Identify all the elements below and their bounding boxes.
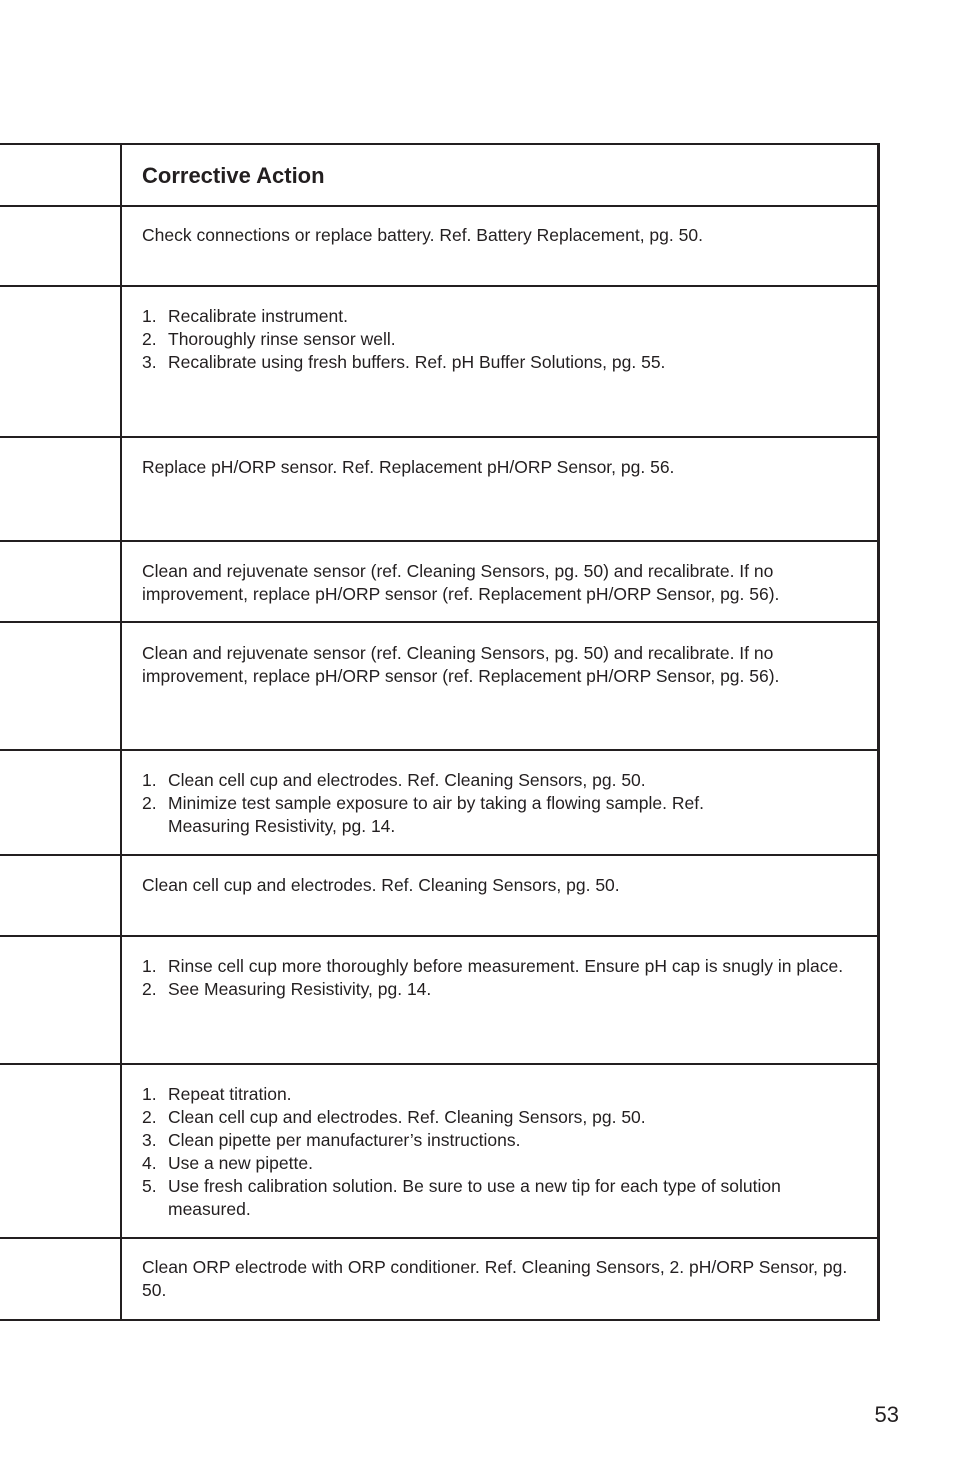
step-item: 1. Repeat titration. [142, 1084, 292, 1104]
corrective-action-text: Clean and rejuvenate sensor (ref. Cleaning Sensors, pg. 50) and recalibrate. If no improvement, replace pH/ORP sensor (ref. Replacement pH/ORP Sensor, pg. 56). [142, 643, 780, 686]
step-item: 2. Minimize test sample exposure to air by taking a flowing sample. Ref. Measuring Resistivity, pg. 14. [142, 793, 704, 836]
table-header-row [0, 143, 880, 207]
step-item: 4. Use a new pipette. [142, 1153, 313, 1173]
step-item: 3. Clean pipette per manufacturer’s instructions. [142, 1130, 521, 1150]
corrective-action-table [0, 143, 880, 1321]
corrective-action-steps [142, 305, 864, 374]
left-column-cell [0, 937, 122, 1063]
corrective-action-steps [142, 769, 864, 838]
step-item: 1. Clean cell cup and electrodes. Ref. Cleaning Sensors, pg. 50. [142, 770, 646, 790]
table-row [0, 207, 880, 287]
left-column-cell [0, 438, 122, 540]
table-row [0, 856, 880, 937]
left-column-cell [0, 207, 122, 285]
left-column-cell [0, 751, 122, 854]
corrective-action-text: Check connections or replace battery. Ref. Battery Replacement, pg. 50. [142, 225, 703, 245]
step-item: 2. See Measuring Resistivity, pg. 14. [142, 979, 432, 999]
table-row [0, 1239, 880, 1321]
corrective-action-text: Clean and rejuvenate sensor (ref. Cleaning Sensors, pg. 50) and recalibrate. If no improvement, replace pH/ORP sensor (ref. Replacement pH/ORP Sensor, pg. 56). [142, 561, 780, 604]
left-column-cell [0, 542, 122, 621]
step-item: 5. Use fresh calibration solution. Be sure to use a new tip for each type of solution measured. [142, 1176, 781, 1219]
left-column-cell [0, 623, 122, 749]
left-column-cell [0, 1065, 122, 1237]
left-column-cell [0, 145, 122, 205]
corrective-action-steps [142, 1083, 864, 1221]
left-column-cell [0, 1239, 122, 1319]
column-header-corrective-action: Corrective Action [142, 163, 325, 188]
step-item: 1. Rinse cell cup more thoroughly before measurement. Ensure pH cap is snugly in place. [142, 956, 844, 976]
step-item: 3. Recalibrate using fresh buffers. Ref. pH Buffer Solutions, pg. 55. [142, 352, 666, 372]
corrective-action-text: Replace pH/ORP sensor. Ref. Replacement pH/ORP Sensor, pg. 56. [142, 457, 675, 477]
page-number: 53 [874, 1402, 899, 1427]
table-row [0, 287, 880, 438]
corrective-action-text: Clean ORP electrode with ORP conditioner. Ref. Cleaning Sensors, 2. pH/ORP Sensor, pg. 50. [142, 1257, 848, 1300]
table-row [0, 438, 880, 542]
table-row [0, 623, 880, 751]
corrective-action-steps [142, 955, 864, 1001]
step-item: 1. Recalibrate instrument. [142, 306, 348, 326]
table-row [0, 542, 880, 623]
step-item: 2. Thoroughly rinse sensor well. [142, 329, 396, 349]
table-row [0, 1065, 880, 1239]
corrective-action-text: Clean cell cup and electrodes. Ref. Cleaning Sensors, pg. 50. [142, 875, 620, 895]
table-row [0, 751, 880, 856]
table-row [0, 937, 880, 1065]
left-column-cell [0, 856, 122, 935]
left-column-cell [0, 287, 122, 436]
step-item: 2. Clean cell cup and electrodes. Ref. Cleaning Sensors, pg. 50. [142, 1107, 646, 1127]
